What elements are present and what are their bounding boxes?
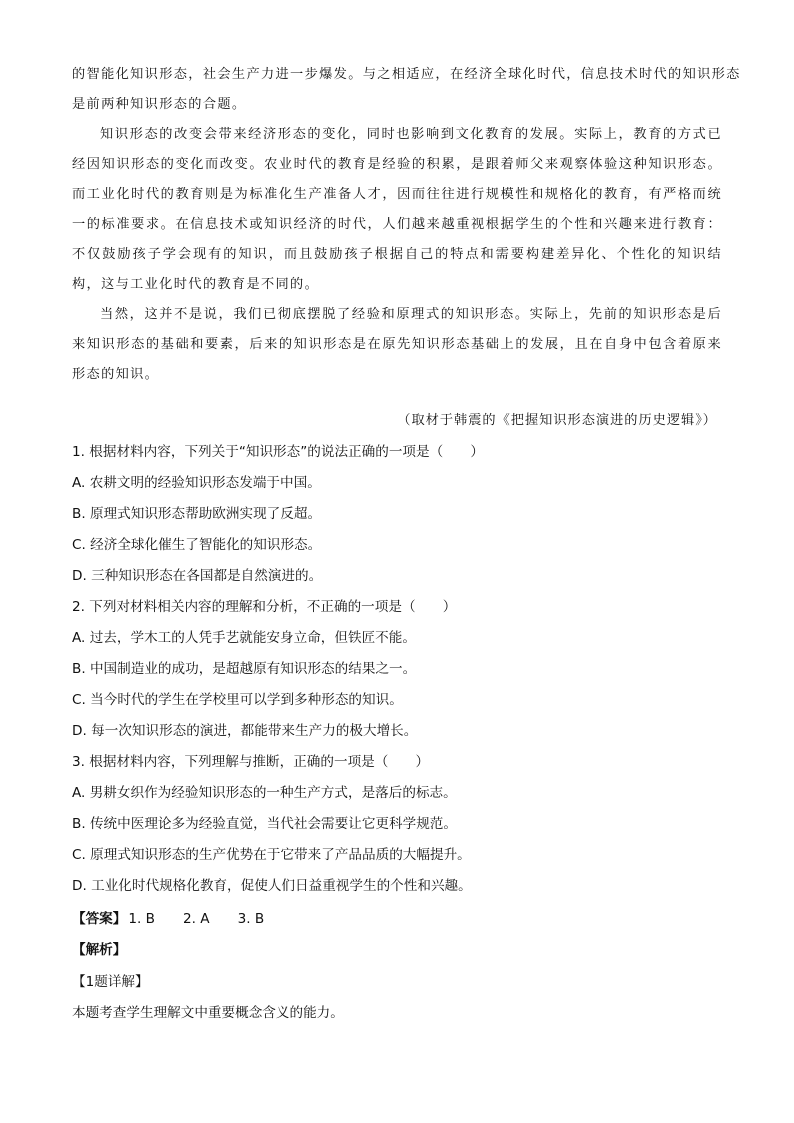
passage-paragraph: 知识形态的改变会带来经济形态的变化，同时也影响到文化教育的发展。实际上，教育的方式已经因知识形态的变化而改变。农业时代的教育是经验的积累，是跟着师父来观察体验这种知识形态。而工业化时代的教育则是为标准化生产准备人才，因而往往进行规模性和规格化的教育，有严格而统一的标准要求。在信息技术或知识经济的时代，人们越来越重视根据学生的个性和兴趣来进行教育：不仅鼓励孩子学会现有的知识，而且鼓励孩子根据自己的特点和需要构建差异化、个性化的知识结构，这与工业化时代的教育是不同的。 — [72, 127, 722, 292]
question-1-option-c: C. 经济全球化催生了智能化的知识形态。 — [72, 537, 322, 553]
question-1-option-a: A. 农耕文明的经验知识形态发端于中国。 — [72, 475, 321, 491]
answer-item: 3. B — [237, 911, 265, 927]
passage-line: 的智能化知识形态，社会生产力进一步爆发。与之相适应，在经济全球化时代，信息技术时代的知识形态 — [72, 67, 741, 82]
question-1-stem: 1. 根据材料内容，下列关于“知识形态”的说法正确的一项是（ ） — [72, 444, 484, 460]
question-2-option-a: A. 过去，学木工的人凭手艺就能安身立命，但铁匠不能。 — [72, 630, 416, 646]
answer-line — [72, 909, 264, 929]
question-3-stem: 3. 根据材料内容，下列理解与推断，正确的一项是（ ） — [72, 754, 430, 770]
question-3-option-d: D. 工业化时代规格化教育，促使人们日益重视学生的个性和兴趣。 — [72, 878, 472, 894]
question-3-option-a: A. 男耕女织作为经验知识形态的一种生产方式，是落后的标志。 — [72, 785, 457, 801]
question-2-option-c: C. 当今时代的学生在学校里可以学到多种形态的知识。 — [72, 692, 403, 708]
question-1-option-d: D. 三种知识形态在各国都是自然演进的。 — [72, 568, 323, 584]
passage-paragraph: 当然，这并不是说，我们已彻底摆脱了经验和原理式的知识形态。实际上，先前的知识形态是后来知识形态的基础和要素，后来的知识形态是在原先知识形态基础上的发展，且在自身中包含着原来形态的知识。 — [72, 307, 722, 382]
reading-passage — [72, 60, 741, 390]
question-2-stem: 2. 下列对材料相关内容的理解和分析，不正确的一项是（ ） — [72, 599, 457, 615]
question-2-option-d: D. 每一次知识形态的演进，都能带来生产力的极大增长。 — [72, 723, 418, 739]
question-1-option-b: B. 原理式知识形态帮助欧洲实现了反超。 — [72, 506, 322, 522]
passage-line: 是前两种知识形态的合题。 — [72, 97, 247, 112]
answer-label: 【答案】 — [72, 911, 127, 927]
question-3-option-b: B. 传统中医理论多为经验直觉，当代社会需要让它更科学规范。 — [72, 816, 457, 832]
q1-detail-text: 本题考查学生理解文中重要概念含义的能力。 — [72, 1005, 344, 1021]
question-3-option-c: C. 原理式知识形态的生产优势在于它带来了产品品质的大幅提升。 — [72, 847, 471, 863]
answer-item: 2. A — [183, 911, 210, 927]
analysis-label: 【解析】 — [72, 942, 127, 958]
question-2-option-b: B. 中国制造业的成功，是超越原有知识形态的结果之一。 — [72, 661, 417, 677]
passage-source: （取材于韩震的《把握知识形态演进的历史逻辑》） — [397, 413, 717, 428]
q1-detail-label: 【1题详解】 — [72, 974, 149, 990]
answer-item: 1. B — [128, 911, 155, 927]
